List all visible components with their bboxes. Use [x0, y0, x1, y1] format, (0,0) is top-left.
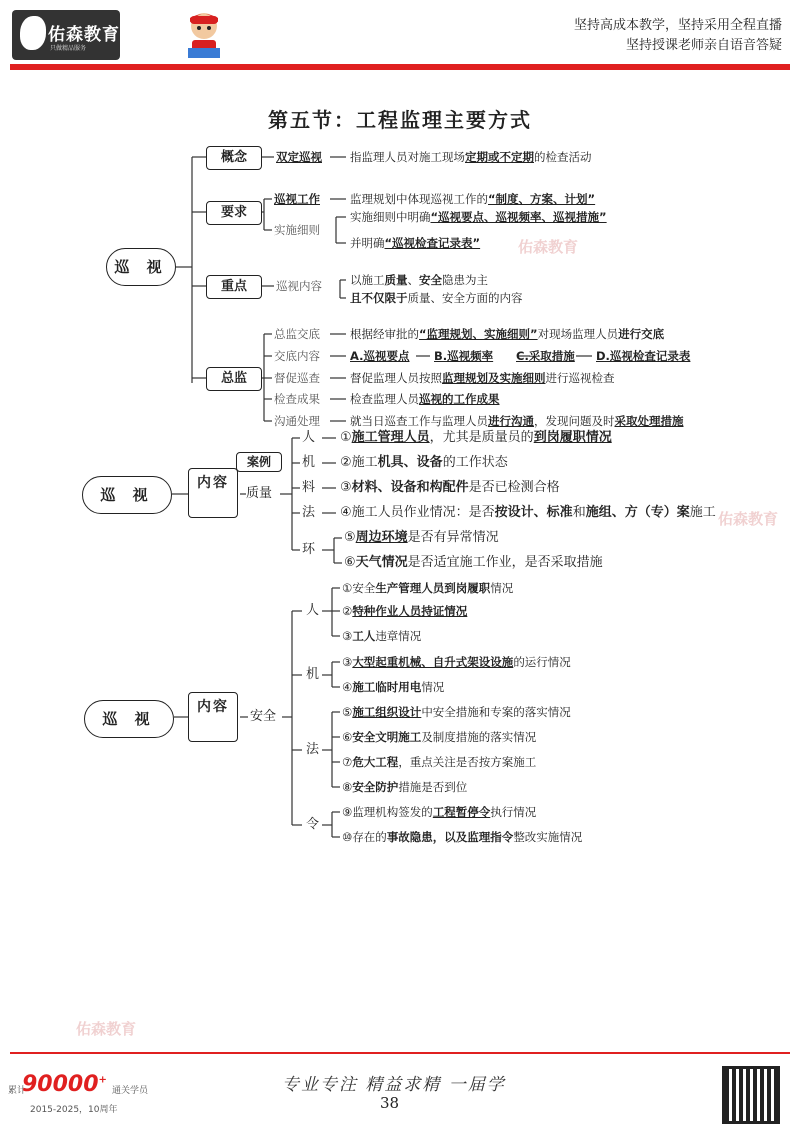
- cat-method: 法: [302, 505, 316, 520]
- node-chief: 总监: [206, 367, 262, 391]
- chief-key-5: 沟通处理: [274, 414, 320, 428]
- quality-row-4: ④施工人员作业情况：是否按设计、标准和施组、方（专）案施工: [340, 505, 716, 520]
- cat-environment: 环: [302, 542, 316, 557]
- logo-subtext: 只做精品服务: [50, 45, 87, 52]
- safety-cat-method: 法: [306, 742, 320, 757]
- cat-material: 料: [302, 480, 316, 495]
- chief-text-1: 根据经审批的“监理规划、实施细则”对现场监理人员进行交底: [350, 327, 665, 341]
- quality-row-5: ⑤周边环境是否有异常情况: [344, 530, 499, 545]
- slogan-line-1: 坚持高成本教学，坚持采用全程直播: [573, 18, 782, 33]
- safety-cat-machine: 机: [306, 667, 320, 682]
- logo-text: 佑森教育: [48, 25, 120, 45]
- root-node-patrol-2: 巡 视: [82, 476, 172, 514]
- chief-item-b: B.巡视频率: [434, 349, 494, 363]
- chief-item-a: A.巡视要点: [350, 349, 410, 363]
- requirement-text-2a: 实施细则中明确“巡视要点、巡视频率、巡视措施”: [350, 210, 607, 224]
- cat-machine: 机: [302, 455, 316, 470]
- requirement-key-1: 巡视工作: [274, 192, 320, 206]
- root-node-patrol-1: 巡 视: [106, 248, 176, 286]
- chief-key-1: 总监交底: [274, 327, 320, 341]
- chief-text-5: 就当日巡查工作与监理人员进行沟通，发现问题及时采取处理措施: [350, 414, 684, 428]
- safety-row-11: ⑩存在的事故隐患，以及监理指令整改实施情况: [342, 830, 583, 844]
- quality-row-6: ⑥天气情况是否适宜施工作业，是否采取措施: [344, 555, 603, 570]
- node-requirement: 要求: [206, 201, 262, 225]
- quality-row-1: ①施工管理人员，尤其是质量员的到岗履职情况: [340, 430, 612, 445]
- case-tag: 案例: [236, 452, 282, 472]
- node-focus: 重点: [206, 275, 262, 299]
- concept-row: 双定巡视: [276, 150, 322, 164]
- count-suffix: 通关学员: [112, 1086, 149, 1096]
- requirement-text-1: 监理规划中体现巡视工作的“制度、方案、计划”: [350, 192, 596, 206]
- focus-key: 巡视内容: [276, 279, 322, 293]
- chief-item-c: C.采取措施: [516, 349, 575, 363]
- branch-safety: 安全: [250, 709, 277, 724]
- safety-row-10: ⑨监理机构签发的工程暂停令执行情况: [342, 805, 537, 819]
- safety-cat-person: 人: [306, 603, 320, 618]
- handwritten-motto: 专业专注 精益求精 一届学: [282, 1075, 506, 1095]
- safety-row-9: ⑧安全防护措施是否到位: [342, 780, 468, 794]
- requirement-text-2b: 并明确“巡视检查记录表”: [350, 236, 481, 250]
- slogan-line-2: 坚持授课老师亲自语音答疑: [625, 38, 782, 53]
- count-prefix: 累计: [8, 1086, 27, 1096]
- safety-row-6: ⑤施工组织设计中安全措施和专案的落实情况: [342, 705, 571, 719]
- chief-item-d: D.巡视检查记录表: [596, 349, 691, 363]
- root-node-patrol-3: 巡 视: [84, 700, 174, 738]
- footer-divider: [10, 1052, 790, 1054]
- watermark: 佑森教育: [718, 510, 779, 528]
- watermark: 佑森教育: [76, 1020, 137, 1038]
- chief-key-3: 督促巡查: [274, 371, 320, 385]
- quality-row-2: ②施工机具、设备的工作状态: [340, 455, 508, 470]
- page-title: 第五节：工程监理主要方式: [268, 108, 532, 132]
- qr-code-icon: [722, 1066, 780, 1124]
- chief-text-4: 检查监理人员巡视的工作成果: [350, 392, 500, 406]
- chief-key-4: 检查成果: [274, 392, 320, 406]
- safety-row-2: ②特种作业人员持证情况: [342, 604, 468, 618]
- node-content-quality: 内容: [188, 468, 238, 518]
- safety-row-7: ⑥安全文明施工及制度措施的落实情况: [342, 730, 537, 744]
- node-content-safety: 内容: [188, 692, 238, 742]
- node-concept: 概念: [206, 146, 262, 170]
- focus-text-1: 以施工质量、安全隐患为主: [350, 273, 488, 287]
- safety-row-5: ④施工临时用电情况: [342, 680, 445, 694]
- focus-text-2: 且不仅限于质量、安全方面的内容: [350, 291, 523, 305]
- safety-row-1: ①安全生产管理人员到岗履职情况: [342, 581, 514, 595]
- anniversary: 2015-2025，10周年: [30, 1105, 118, 1115]
- page-number: 38: [380, 1094, 400, 1112]
- safety-row-4: ③大型起重机械、自升式架设设施的运行情况: [342, 655, 571, 669]
- requirement-key-2: 实施细则: [274, 223, 320, 237]
- chief-key-2: 交底内容: [274, 349, 320, 363]
- safety-cat-order: 令: [306, 817, 320, 832]
- quality-row-3: ③材料、设备和构配件是否已检测合格: [340, 480, 560, 495]
- branch-quality: 质量: [246, 486, 273, 501]
- student-count: 90000+: [22, 1072, 107, 1097]
- safety-row-8: ⑦危大工程，重点关注是否按方案施工: [342, 755, 537, 769]
- safety-row-3: ③工人违章情况: [342, 629, 422, 643]
- watermark: 佑森教育: [518, 238, 579, 256]
- concept-text: 指监理人员对施工现场定期或不定期的检查活动: [350, 150, 592, 164]
- cat-person: 人: [302, 430, 316, 445]
- chief-text-3: 督促监理人员按照监理规划及实施细则进行巡视检查: [350, 371, 615, 385]
